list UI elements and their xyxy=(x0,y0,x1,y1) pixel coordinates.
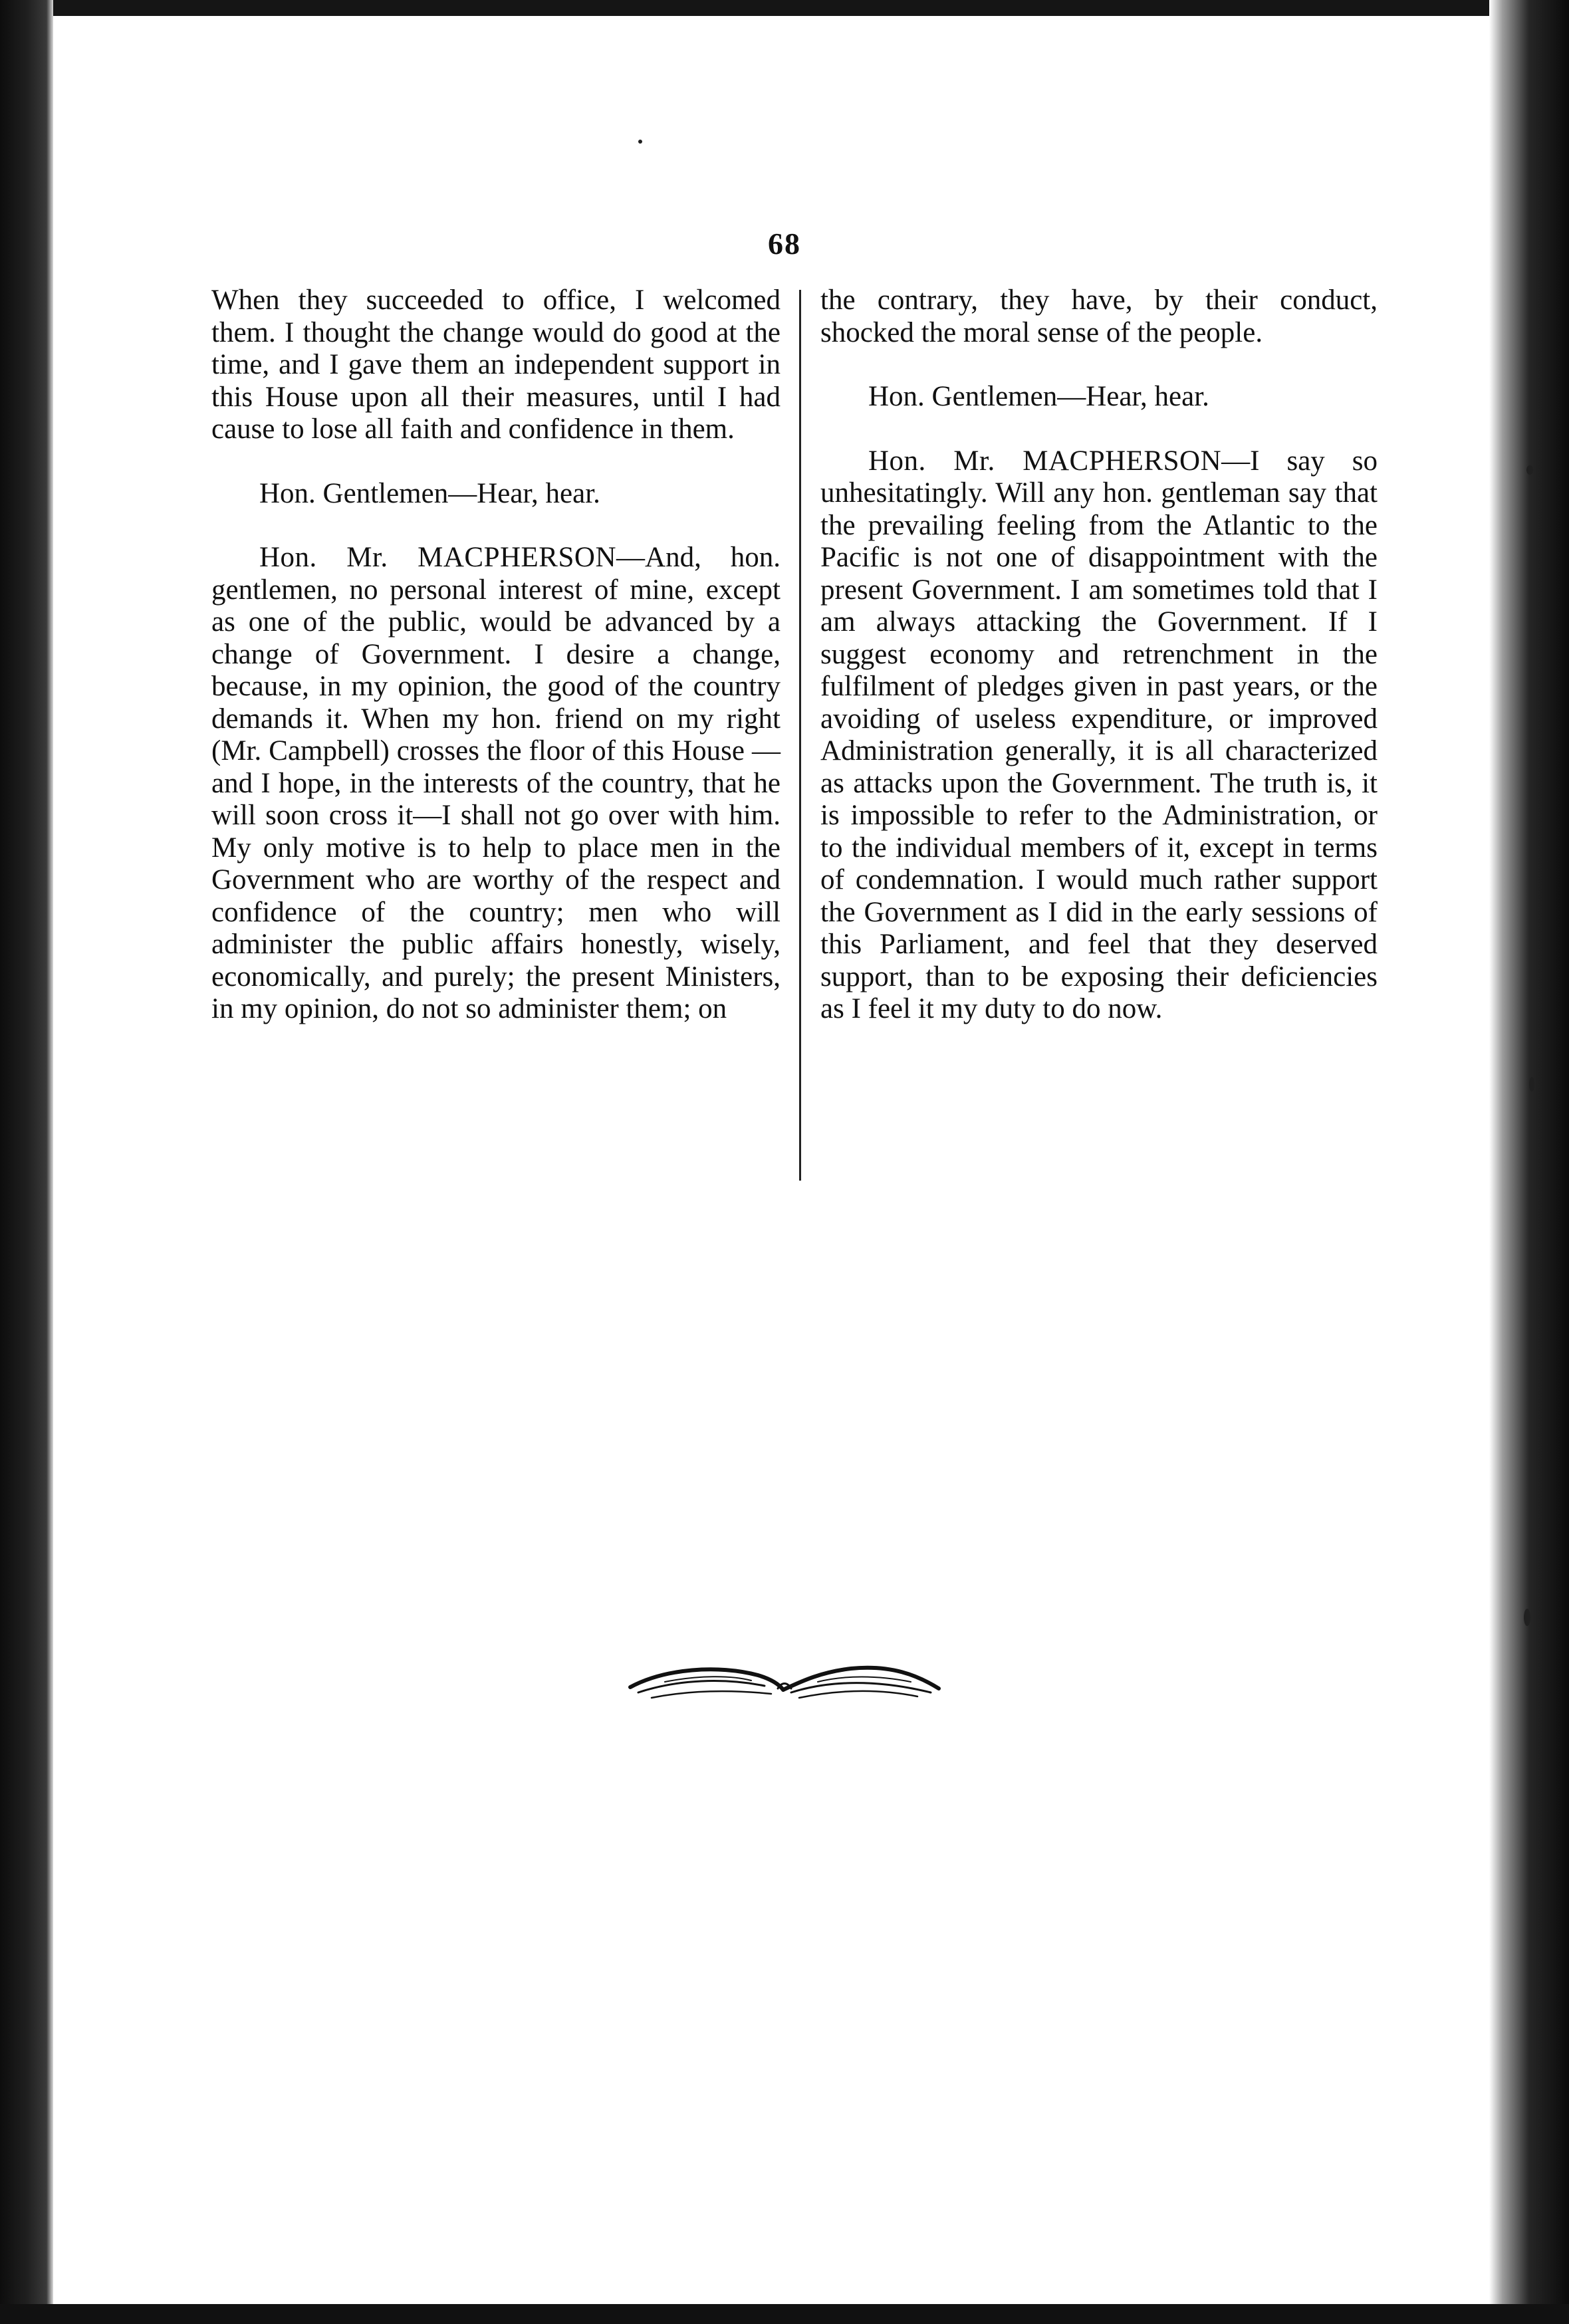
paragraph xyxy=(211,542,781,1026)
paragraph xyxy=(211,285,781,446)
paragraph xyxy=(820,445,1378,1026)
scan-speck xyxy=(1526,465,1533,475)
paragraph xyxy=(211,478,781,511)
scan-edge-left xyxy=(0,0,53,2324)
flourish-ornament-icon xyxy=(625,1649,944,1708)
paragraph-text: the contrary, they have, by their conduct, shocked the moral sense of the people. xyxy=(820,285,1378,348)
speaker-name: Hon. Mr. MACPHERSON xyxy=(868,445,1222,477)
paragraph-text: —And, hon. gentlemen, no personal interest of mine, except as one of the public, would be advanced by a change of Government. I desire a change, because, in my opinion, the good of the country demands it. When my hon. friend on my right (Mr. Campbell) crosses the floor of this House —and I hope, in the interests of the country, that he will soon cross it—I shall not go over with him. My only motive is to help to place men in the Government who are worthy of the respect and confidence of the country; men who will administer the public affairs honestly, wisely, economically, and purely; the present Ministers, in my opinion, do not so administer them; on xyxy=(211,542,781,1024)
paragraph-text: —I say so unhesitatingly. Will any hon. gentleman say that the prevailing feeling from the Atlantic to the Pacific is not one of disappointment with the present Government. I am sometimes told that I am always attacking the Government. If I suggest economy and retrenchment in the fulfilment of pledges given in past years, or the avoiding of useless expenditure, or improved Administration generally, it is all characterized as attacks upon the Government. The truth is, it is impossible to refer to the Administration, or to the individual members of it, except in terms of condemnation. I would much rather support the Government as I did in the early sessions of this Parliament, and feel that they deserved support, than to be exposing their deficiencies as I feel it my duty to do now. xyxy=(820,445,1378,1024)
scan-edge-top xyxy=(0,0,1569,16)
scan-speck xyxy=(1529,1077,1534,1092)
left-column xyxy=(211,285,781,1058)
scan-speck xyxy=(1524,1609,1530,1626)
speaker-name: Hon. Mr. MACPHERSON xyxy=(259,542,617,573)
paragraph-text: Hon. Gentlemen—Hear, hear. xyxy=(259,477,600,509)
scan-speck xyxy=(638,140,642,144)
paragraph xyxy=(820,285,1378,349)
right-column xyxy=(820,285,1378,1058)
column-rule xyxy=(799,290,801,1181)
scan-edge-bottom xyxy=(0,2304,1569,2324)
scan-edge-right xyxy=(1489,0,1569,2324)
paragraph xyxy=(820,381,1378,413)
page-number: 68 xyxy=(768,227,801,261)
paragraph-text: Hon. Gentlemen—Hear, hear. xyxy=(868,381,1209,412)
paragraph-text: When they succeeded to office, I welcomed them. I thought the change would do good at the time, and I gave them an independent support in this House upon all their measures, until I had cause to lose all faith and confidence in them. xyxy=(211,285,781,445)
